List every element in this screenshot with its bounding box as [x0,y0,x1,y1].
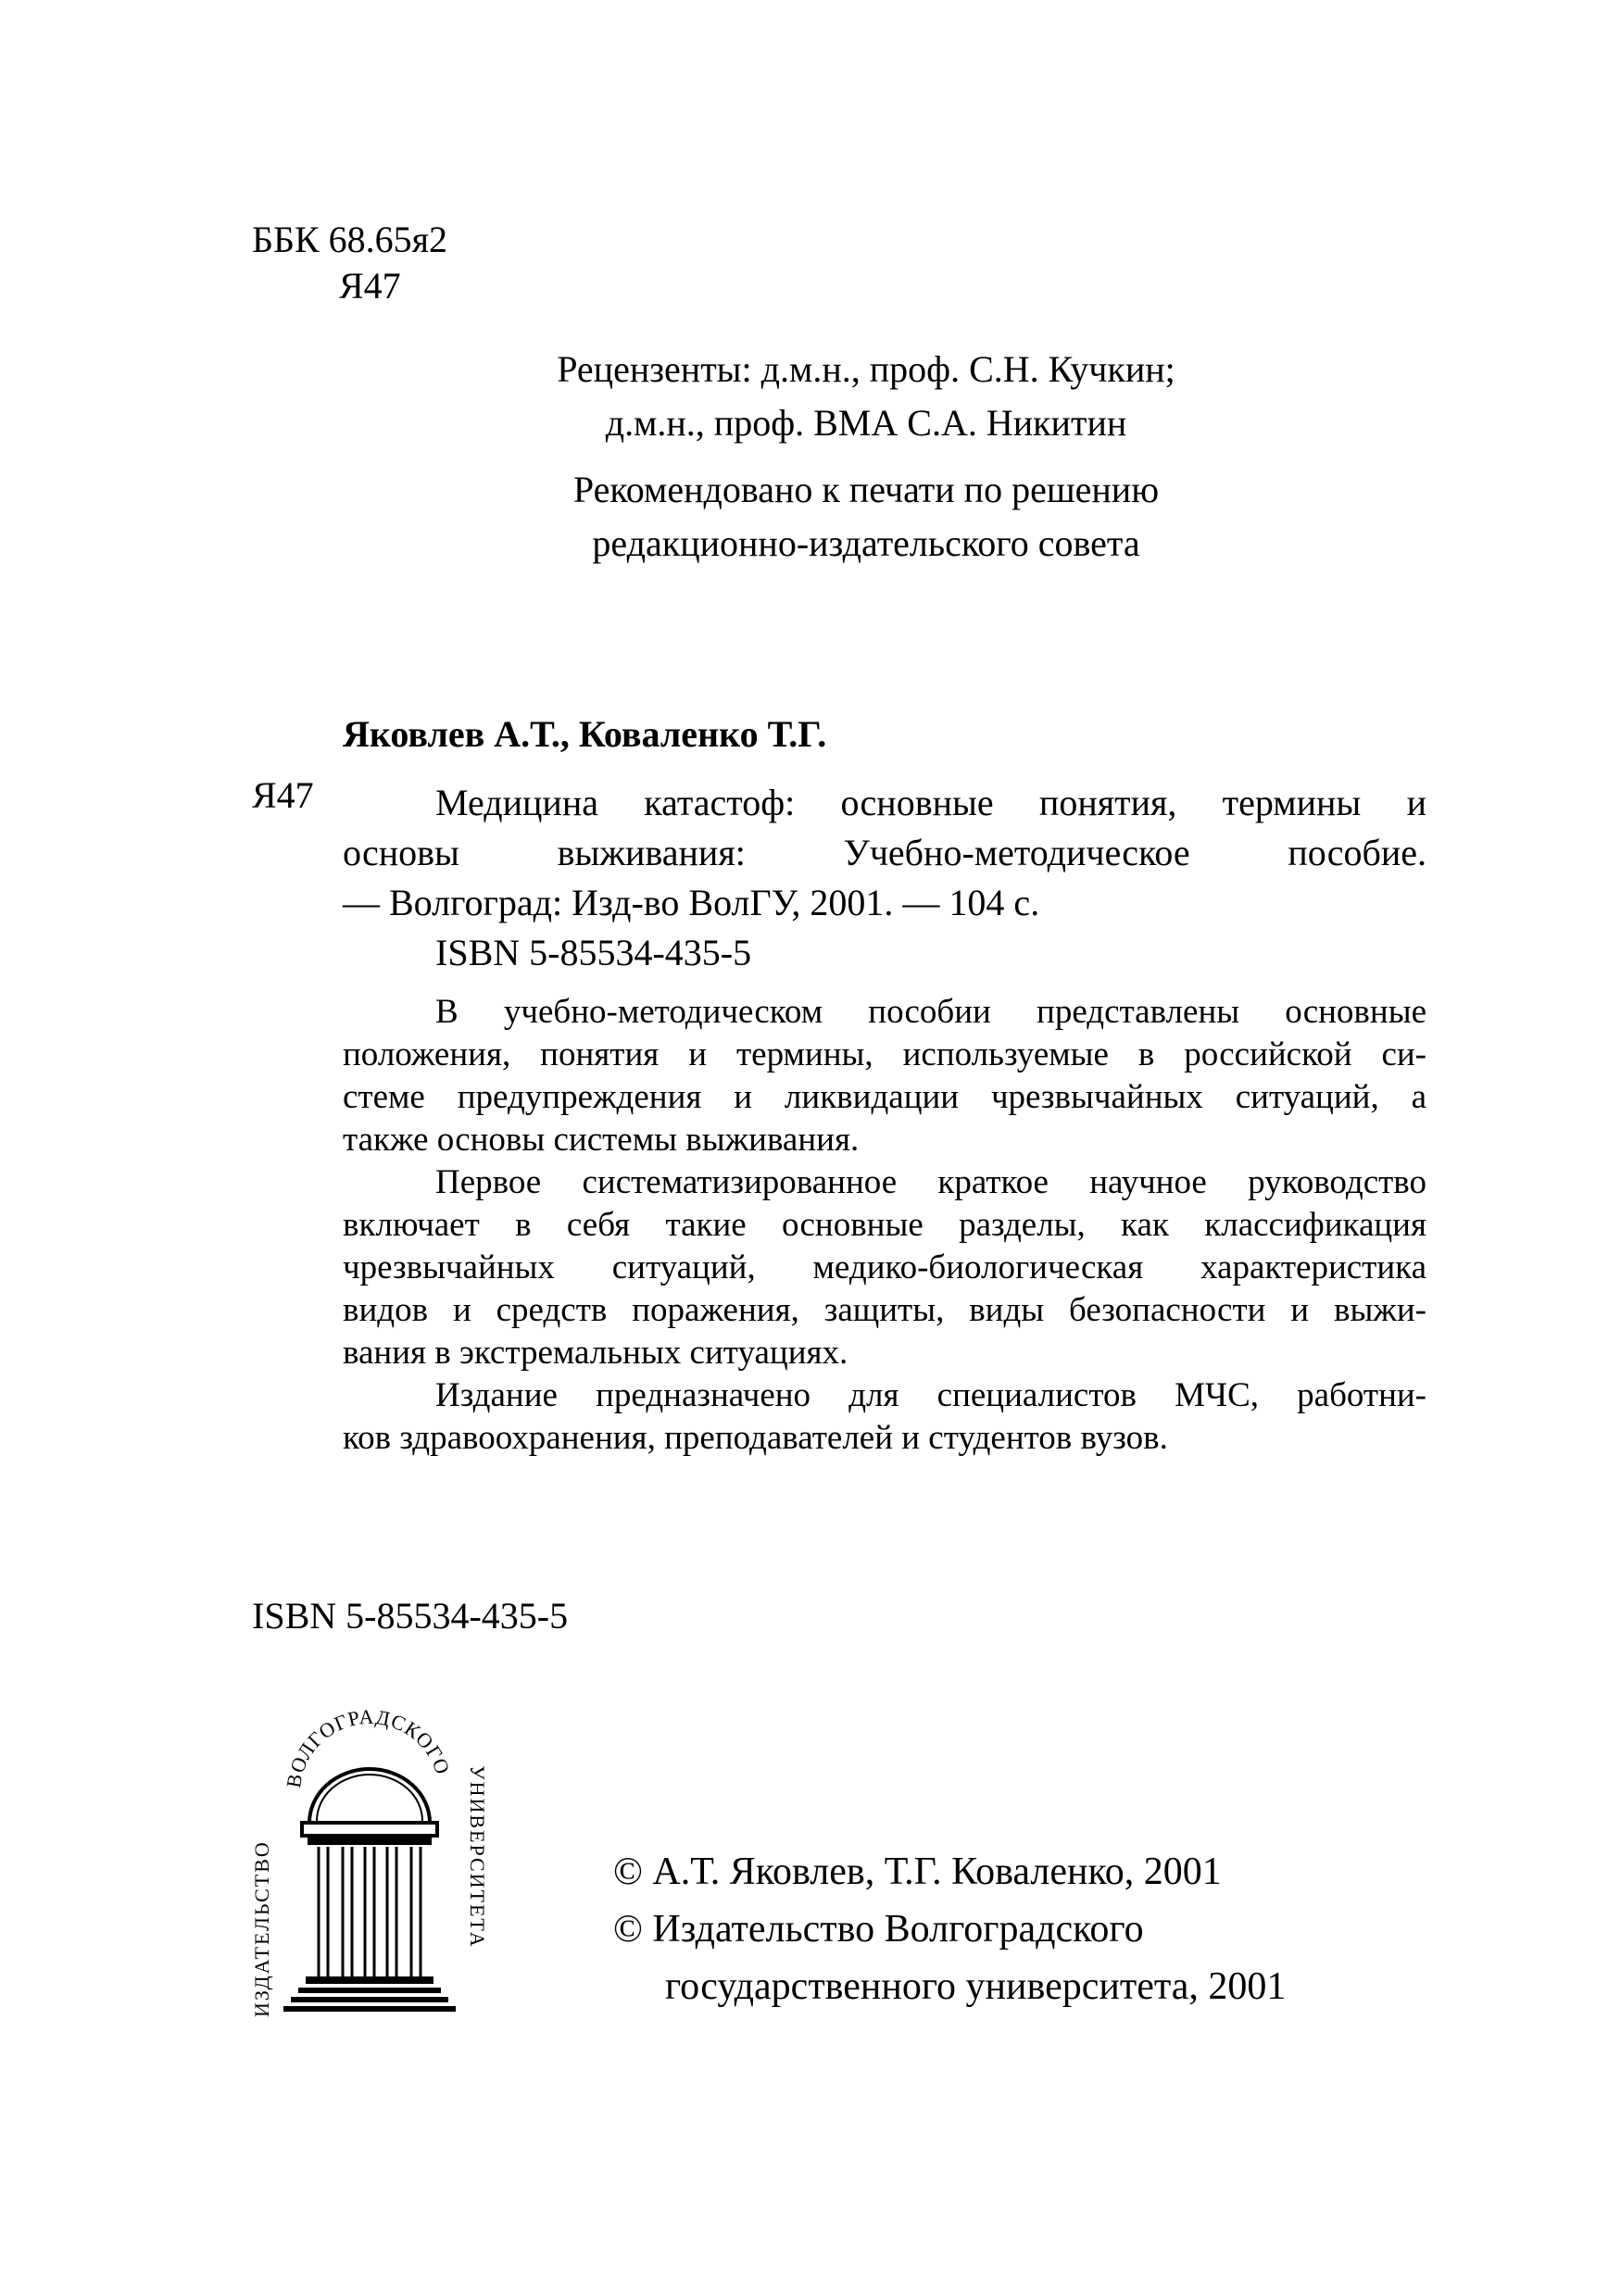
copyright-line-3: государственного университета, 2001 [665,1965,1287,2008]
author-sign: Я47 [339,265,401,307]
book-authors: Яковлев А.Т., Коваленко Т.Г. [343,713,827,755]
isbn-bottom: ISBN 5-85534-435-5 [252,1595,569,1637]
copyright-line-2: © Издательство Волгоградского [613,1908,1144,1951]
publisher-logo [246,1684,493,2023]
recommendation-line-2: редакционно-издательского совета [592,522,1140,564]
annotation-line: стеме предупреждения и ликвидации чрезвычайных ситуаций, а [343,1078,1426,1116]
annotation-line: Издание предназначено для специалистов МЧС, работни- [435,1376,1426,1414]
recommendation-line-1: Рекомендовано к печати по решению [572,469,1160,510]
recommendation-block [333,463,1399,571]
bibliographic-line-1: Медицина катастоф: основные понятия, термины и [435,782,1426,823]
reviewers-block [333,343,1399,450]
bbk-code: ББК 68.65я2 [252,219,448,260]
logo-text-top: ВОЛГОГРАДСКОГО [282,1704,455,1790]
bibliographic-isbn: ISBN 5-85534-435-5 [435,932,752,973]
annotation-line: В учебно-методическом пособии представлены основные [435,993,1426,1031]
copyright-line-1: © А.Т. Яковлев, Т.Г. Коваленко, 2001 [613,1851,1222,1893]
annotation-line: Первое систематизированное краткое научное руководство [435,1163,1426,1201]
annotation-line: чрезвычайных ситуаций, медико-биологическая характеристика [343,1248,1426,1286]
annotation [343,991,1426,1460]
logo-dome [309,1769,430,1823]
reviewers-line-2: д.м.н., проф. ВМА С.А. Никитин [605,402,1127,444]
bibliographic-line-2: основы выживания: Учебно-методическое пособие. [343,832,1426,873]
annotation-line: видов и средств поражения, защиты, виды безопасности и выжи- [343,1291,1426,1329]
annotation-line: включает в себя такие основные разделы, как классификация [343,1206,1426,1244]
bibliographic-line-3: — Волгоград: Изд-во ВолГУ, 2001. — 104 с. [343,882,1040,923]
annotation-line: вания в экстремальных ситуациях. [343,1334,848,1372]
reviewers-line-1: Рецензенты: д.м.н., проф. С.Н. Кучкин; [557,348,1175,390]
side-author-sign: Я47 [252,774,314,816]
annotation-line: также основы системы выживания. [343,1121,860,1159]
logo-text-right: УНИВЕРСИТЕТА [466,1765,489,1949]
logo-columns [319,1847,421,1976]
copyright-block [613,1843,1286,2015]
logo-text-left: ИЗДАТЕЛЬСТВО [250,1840,273,2017]
annotation-line: ков здравоохранения, преподавателей и студентов вузов. [343,1419,1168,1457]
annotation-line: положения, понятия и термины, используемые в российской си- [343,1035,1426,1073]
